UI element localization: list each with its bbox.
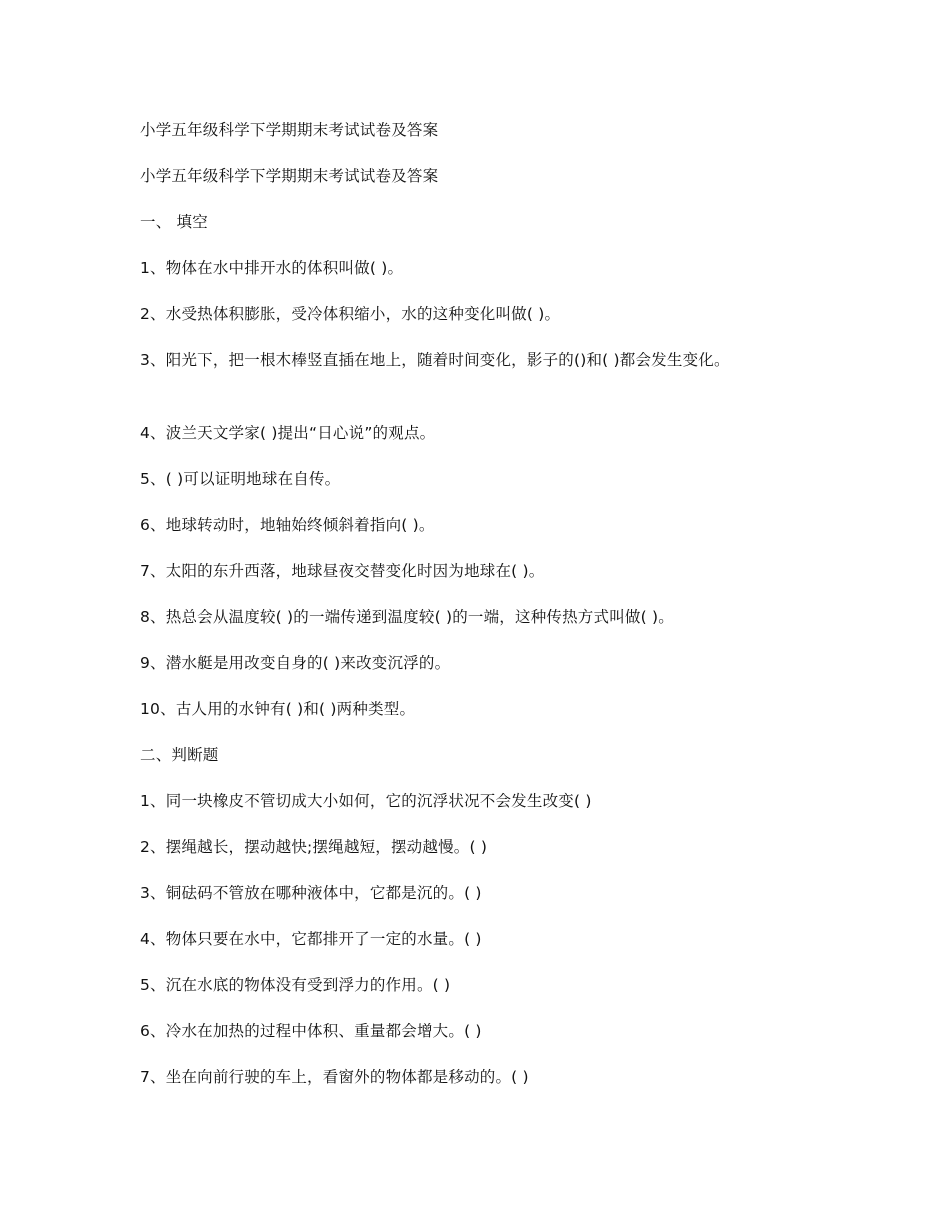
fill-question-5: 5、( )可以证明地球在自传。 — [140, 470, 341, 488]
fill-question-3: 3、阳光下，把一根木棒竖直插在地上，随着时间变化，影子的()和( )都会发生变化。 — [140, 351, 730, 369]
judge-question-6: 6、冷水在加热的过程中体积、重量都会增大。( ) — [140, 1022, 482, 1040]
fill-question-4: 4、波兰天文学家( )提出“日心说”的观点。 — [140, 424, 436, 442]
fill-question-10: 10、古人用的水钟有( )和( )两种类型。 — [140, 700, 416, 718]
document-title: 小学五年级科学下学期期末考试试卷及答案 — [140, 121, 439, 139]
fill-question-6: 6、地球转动时，地轴始终倾斜着指向( )。 — [140, 516, 435, 534]
judge-question-1: 1、同一块橡皮不管切成大小如何，它的沉浮状况不会发生改变( ) — [140, 792, 592, 810]
judge-question-3: 3、铜砝码不管放在哪种液体中，它都是沉的。( ) — [140, 884, 482, 902]
judge-question-4: 4、物体只要在水中，它都排开了一定的水量。( ) — [140, 930, 482, 948]
fill-question-8: 8、热总会从温度较( )的一端传递到温度较( )的一端，这种传热方式叫做( )。 — [140, 608, 674, 626]
fill-question-2: 2、水受热体积膨胀，受冷体积缩小，水的这种变化叫做( )。 — [140, 305, 561, 323]
fill-question-7: 7、太阳的东升西落，地球昼夜交替变化时因为地球在( )。 — [140, 562, 545, 580]
judge-question-5: 5、沉在水底的物体没有受到浮力的作用。( ) — [140, 976, 451, 994]
judge-question-7: 7、坐在向前行驶的车上，看窗外的物体都是移动的。( ) — [140, 1068, 529, 1086]
fill-question-9: 9、潜水艇是用改变自身的( )来改变沉浮的。 — [140, 654, 451, 672]
judge-question-2: 2、摆绳越长，摆动越快;摆绳越短，摆动越慢。( ) — [140, 838, 488, 856]
document-subtitle: 小学五年级科学下学期期末考试试卷及答案 — [140, 167, 439, 185]
section-heading-judge: 二、判断题 — [140, 746, 219, 764]
fill-question-1: 1、物体在水中排开水的体积叫做( )。 — [140, 259, 404, 277]
section-heading-fill: 一、 填空 — [140, 213, 208, 231]
